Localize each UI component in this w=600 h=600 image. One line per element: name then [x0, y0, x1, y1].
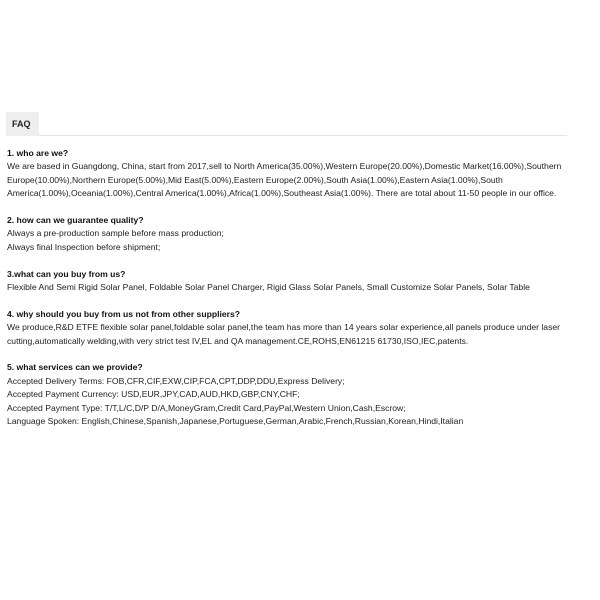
- faq-question: 4. why should you buy from us not from other suppliers?: [7, 308, 241, 319]
- faq-answer: We are based in Guangdong, China, start from 2017,sell to North America(35.00%),Western Europe(20.00%),Domestic Market(16.00%),Southern Europe(10.00%),Northern Europe(5.00%),Mid East(5.00%),Eastern Europe(2.00%),South Asia(1.00%),Eastern Asia(1.00%),South America(1.00%),Oceania(1.00%),Central America(1.00%),Africa(1.00%),Southeast Asia(1.00%). There are total about 11-50 people in our office.: [7, 161, 562, 199]
- faq-question: 3.what can you buy from us?: [7, 268, 126, 279]
- faq-answer: We produce,R&D ETFE flexible solar panel,foldable solar panel,the team has more than 14 years solar experience,all panels produce under laser cutting,automatically welding,with very strict test IV,EL and QA management.CE,ROHS,EN61215 61730,ISO,IEC,patents.: [7, 322, 561, 346]
- faq-item: [7, 308, 562, 348]
- faq-answer: Flexible And Semi Rigid Solar Panel, Foldable Solar Panel Charger, Rigid Glass Solar Panels, Small Customize Solar Panels, Solar Table: [7, 282, 530, 293]
- faq-section: [7, 147, 562, 442]
- faq-item: [7, 268, 562, 295]
- faq-answer: Accepted Payment Type: T/T,L/C,D/P D/A,MoneyGram,Credit Card,PayPal,Western Union,Cash,Escrow;: [7, 402, 406, 413]
- faq-question: 5. what services can we provide?: [7, 362, 143, 373]
- faq-item: [7, 147, 562, 201]
- faq-item: [7, 214, 562, 254]
- faq-answer: Accepted Delivery Terms: FOB,CFR,CIF,EXW,CIP,FCA,CPT,DDP,DDU,Express Delivery;: [7, 375, 345, 386]
- faq-question: 2. how can we guarantee quality?: [7, 215, 144, 226]
- faq-item: [7, 361, 562, 428]
- faq-answer: Always final Inspection before shipment;: [7, 241, 161, 252]
- tab-faq[interactable]: FAQ: [6, 112, 39, 136]
- faq-answer: Accepted Payment Currency: USD,EUR,JPY,CAD,AUD,HKD,GBP,CNY,CHF;: [7, 389, 300, 400]
- faq-question: 1. who are we?: [7, 148, 69, 158]
- tab-bar: [6, 112, 567, 136]
- faq-answer: Language Spoken: English,Chinese,Spanish,Japanese,Portuguese,German,Arabic,French,Russian,Korean,Hindi,Italian: [7, 416, 464, 427]
- faq-answer: Always a pre-production sample before mass production;: [7, 228, 224, 239]
